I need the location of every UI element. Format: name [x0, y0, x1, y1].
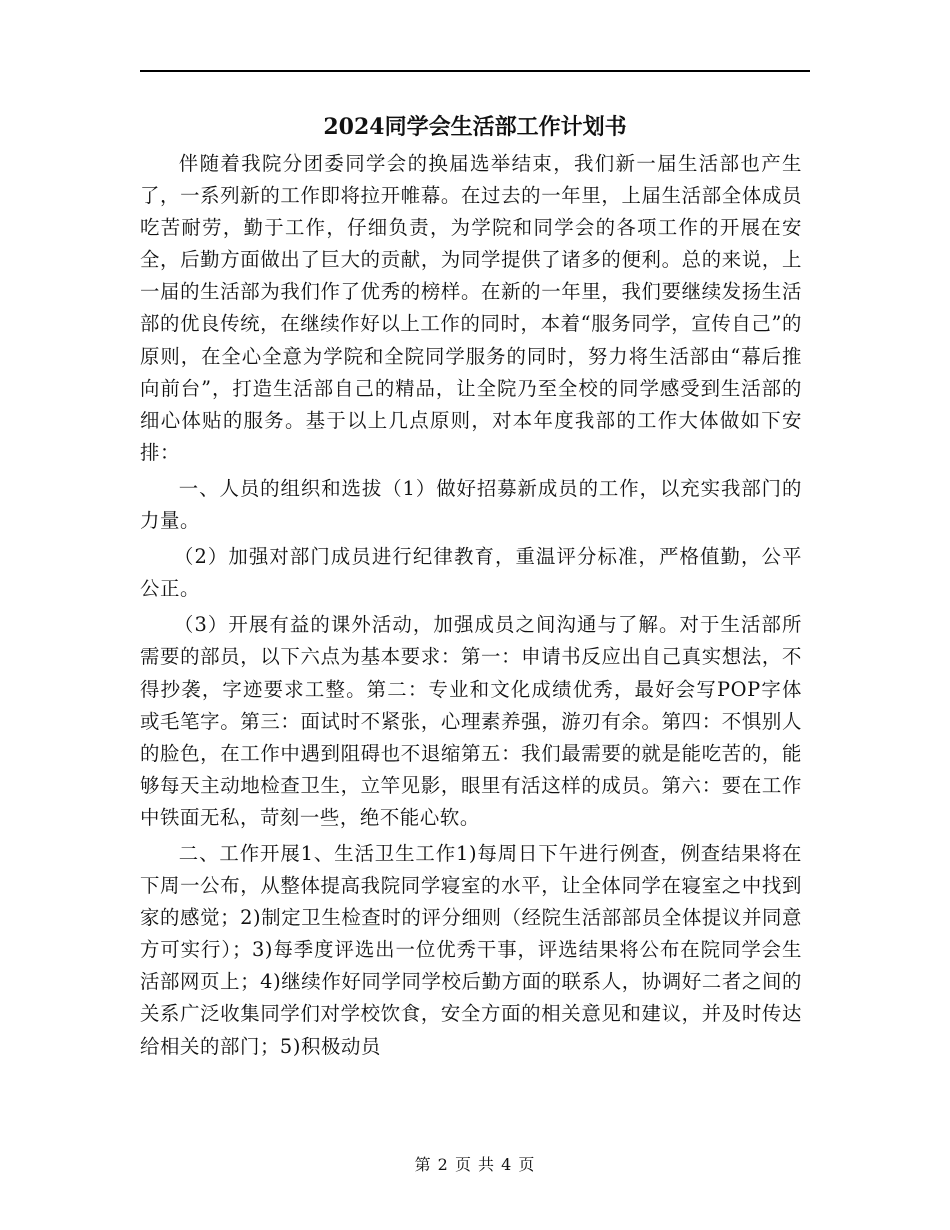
page-number-footer: 第 2 页 共 4 页 — [414, 1155, 536, 1174]
document-title: 2024同学会生活部工作计划书 — [323, 114, 627, 140]
paragraph-item-3: （3）开展有益的课外活动，加强成员之间沟通与了解。对于生活部所需要的部员，以下六点为基本要求：第一：申请书反应出自己真实想法，不得抄袭，字迹要求工整。第二：专业和文化成绩优秀，最好会写POP字体或毛笔字。第三：面试时不紧张，心理素养强，游刃有余。第四：不惧别人的脸色，在工作中遇到阻碍也不退缩第五：我们最需要的就是能吃苦的，能够每天主动地检查卫生，立竿见影，眼里有活这样的成员。第六：要在工作中铁面无私，苛刻一些，绝不能心软。 — [140, 613, 802, 829]
paragraph-intro: 伴随着我院分团委同学会的换届选举结束，我们新一届生活部也产生了，一系列新的工作即将拉开帷幕。在过去的一年里，上届生活部全体成员吃苦耐劳，勤于工作，仔细负责，为学院和同学会的各项工作的开展在安全，后勤方面做出了巨大的贡献，为同学提供了诸多的便利。总的来说，上一届的生活部为我们作了优秀的榜样。在新的一年里，我们要继续发扬生活部的优良传统，在继续作好以上工作的同时，本着“服务同学，宣传自己”的原则，在全心全意为学院和全院同学服务的同时，努力将生活部由“幕后推向前台”，打造生活部自己的精品，让全院乃至全校的同学感受到生活部的细心体贴的服务。基于以上几点原则，对本年度我部的工作大体做如下安排： — [140, 152, 802, 464]
document-body — [140, 148, 802, 1067]
paragraph-section-two: 二、工作开展1、生活卫生工作1)每周日下午进行例查，例查结果将在下周一公布，从整体提高我院同学寝室的水平，让全体同学在寝室之中找到家的感觉；2)制定卫生检查时的评分细则（经院生活部部员全体提议并同意方可实行）；3)每季度评选出一位优秀干事，评选结果将公布在院同学会生活部网页上；4)继续作好同学同学校后勤方面的联系人，协调好二者之间的关系广泛收集同学们对学校饮食，安全方面的相关意见和建议，并及时传达给相关的部门；5)积极动员 — [140, 841, 802, 1058]
paragraph-section-one: 一、人员的组织和选拔（1）做好招募新成员的工作，以充实我部门的力量。 — [140, 476, 802, 533]
paragraph-item-2: （2）加强对部门成员进行纪律教育，重温评分标准，严格值勤，公平公正。 — [140, 545, 802, 601]
header-rule — [140, 70, 810, 72]
